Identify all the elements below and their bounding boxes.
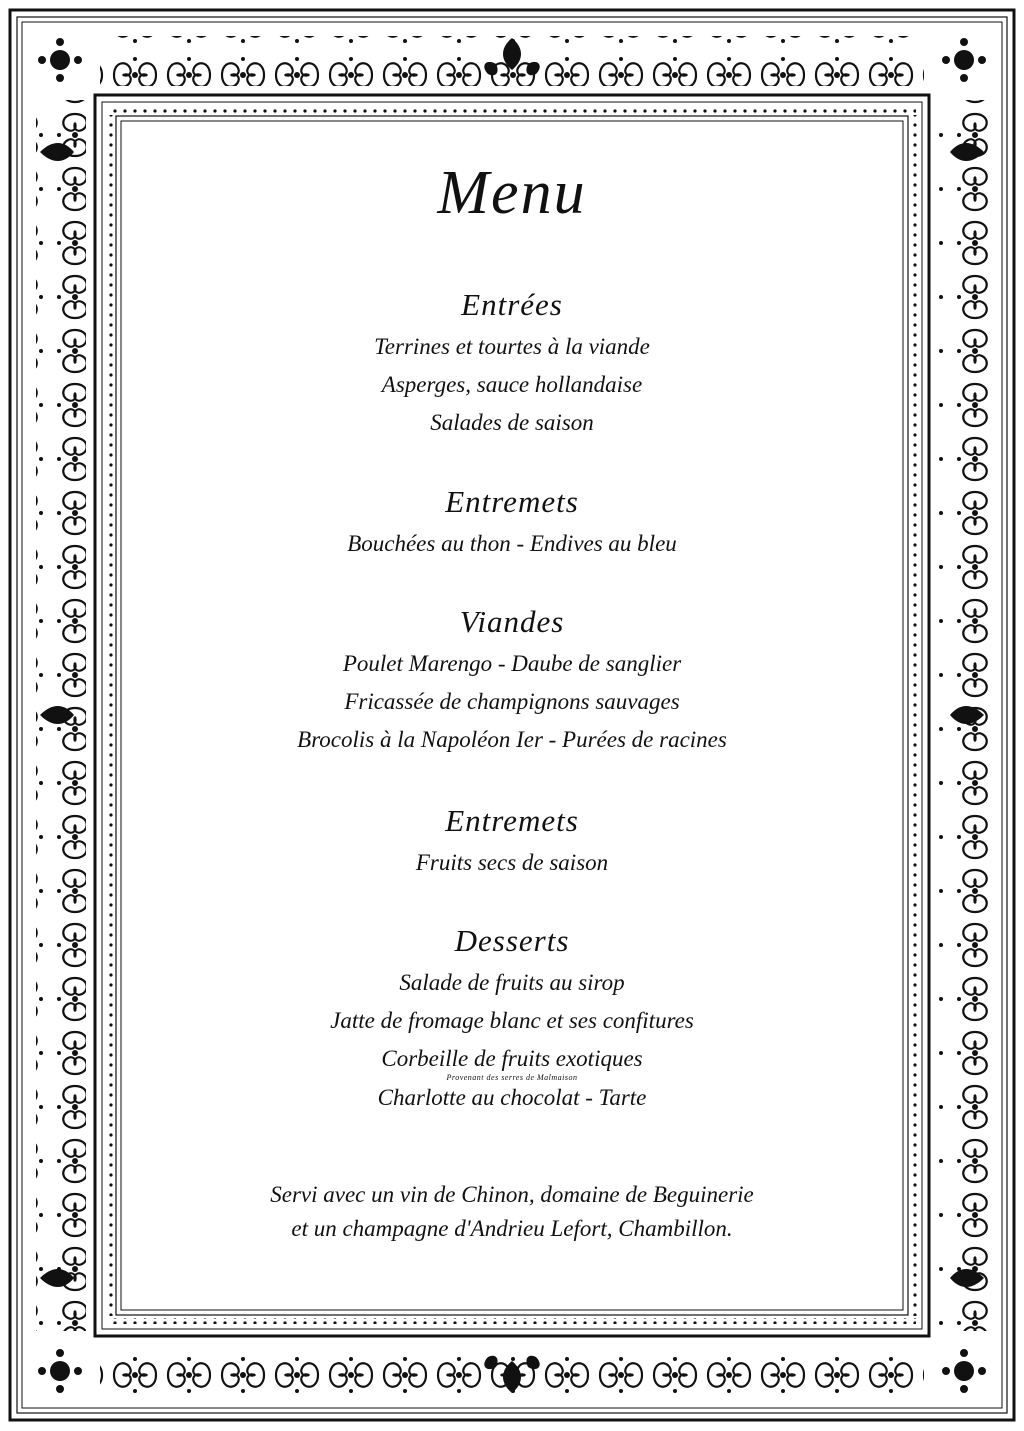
section-heading: Entrées xyxy=(461,287,563,322)
menu-item: Bouchées au thon - Endives au bleu xyxy=(347,531,677,556)
section-items xyxy=(130,645,894,759)
menu-footer xyxy=(130,1178,894,1246)
section-viandes xyxy=(130,603,894,759)
menu-item: Fricassée de champignons sauvages xyxy=(344,689,680,714)
menu-item: Terrines et tourtes à la viande xyxy=(374,334,650,359)
footer-line: Servi avec un vin de Chinon, domaine de Beguinerie xyxy=(270,1182,754,1207)
section-items xyxy=(130,844,894,882)
menu-item: Salades de saison xyxy=(430,410,594,435)
menu-item: Charlotte au chocolat - Tarte xyxy=(377,1085,647,1110)
section-entrees xyxy=(130,286,894,442)
menu-item: Fruits secs de saison xyxy=(415,850,609,875)
menu-content xyxy=(130,100,894,1300)
menu-item: Poulet Marengo - Daube de sanglier xyxy=(342,651,682,676)
section-heading: Viandes xyxy=(459,604,565,639)
section-items xyxy=(130,525,894,563)
section-entremets-2 xyxy=(130,802,894,882)
section-items xyxy=(130,328,894,442)
menu-item-note: Provenant des serres de Malmaison xyxy=(446,1073,578,1082)
section-heading: Desserts xyxy=(454,923,570,958)
section-items xyxy=(130,964,894,1117)
menu-item: Corbeille de fruits exotiques xyxy=(381,1046,643,1071)
section-heading: Entremets xyxy=(445,484,579,519)
menu-title: Menu xyxy=(437,159,587,227)
menu-item: Asperges, sauce hollandaise xyxy=(381,372,643,397)
menu-item: Jatte de fromage blanc et ses confitures xyxy=(330,1008,694,1033)
menu-item: Salade de fruits au sirop xyxy=(399,970,625,995)
section-entremets-1 xyxy=(130,483,894,563)
footer-line: et un champagne d'Andrieu Lefort, Chambillon. xyxy=(291,1216,733,1241)
section-desserts xyxy=(130,922,894,1117)
menu-item: Brocolis à la Napoléon Ier - Purées de racines xyxy=(297,727,727,752)
section-heading: Entremets xyxy=(445,803,579,838)
